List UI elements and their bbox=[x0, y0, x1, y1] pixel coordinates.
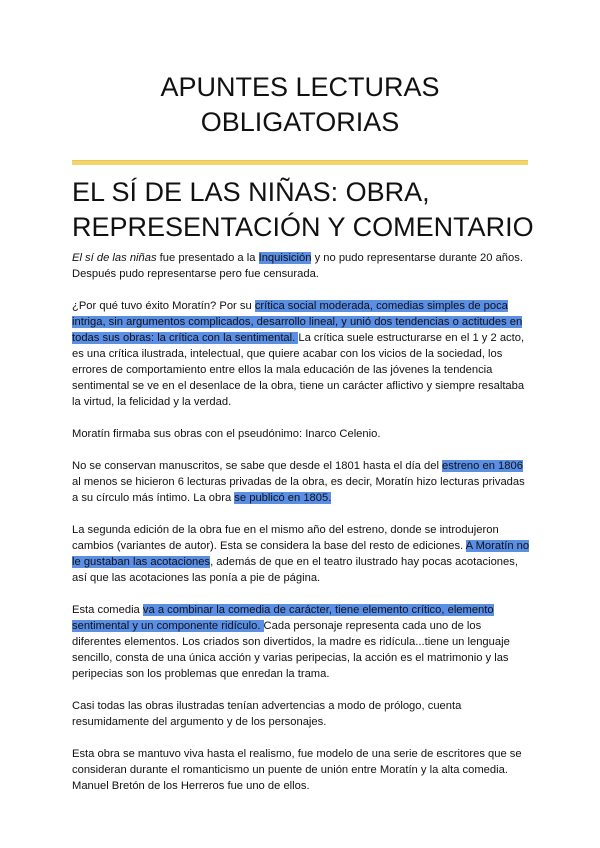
text-run: Cada personaje representa cada uno de los diferentes elementos. Los criados son divertidos, la madre es ridícula...tiene un lenguaje sencillo, consta de una única acción y varias peripecias, la acción es el matrimonio y las peripecias son los problemas que enredan la trama. bbox=[72, 620, 510, 680]
title-line-2: OBLIGATORIAS bbox=[200, 107, 400, 137]
text-run: al menos se hicieron 6 lecturas privadas de la obra, es decir, Moratín hizo lecturas privadas a su círculo más íntimo. La obra bbox=[72, 476, 525, 504]
section-heading bbox=[72, 175, 542, 245]
text-run: , además de que en el teatro ilustrado hay pocas acotaciones, así que las acotaciones las ponía a pie de página. bbox=[72, 556, 518, 584]
paragraph-5 bbox=[72, 522, 532, 586]
paragraph-2 bbox=[72, 298, 532, 410]
text-run: La crítica suele estructurarse en el 1 y 2 acto, es una crítica ilustrada, intelectual, que quiere acabar con los vicios de la sociedad, los errores de comportamiento entre ellos la mala educación de las jóvenes la tendencia sentimental se ve en el desenlace de la obra, tiene un carácter aflictivo y siempre resaltaba la virtud, la felicidad y la verdad. bbox=[72, 332, 525, 408]
title-divider bbox=[72, 160, 528, 165]
highlight: A Moratín no le gustaban las acotaciones bbox=[72, 540, 530, 568]
title-line-1: APUNTES LECTURAS bbox=[160, 72, 440, 102]
paragraph-6 bbox=[72, 602, 532, 682]
text-run: La segunda edición de la obra fue en el mismo año del estreno, donde se introdujeron cambios (variantes de autor). Esta se considera la base del resto de ediciones. bbox=[72, 524, 499, 552]
document-title bbox=[0, 70, 600, 140]
heading-line-1: EL SÍ DE LAS NIÑAS: OBRA, bbox=[72, 177, 430, 207]
highlight: se publicó en 1805. bbox=[234, 492, 332, 504]
text-run: No se conservan manuscritos, se sabe que desde el 1801 hasta el día del bbox=[72, 460, 443, 472]
text-run: y no pudo representarse durante 20 años. Después pudo representarse pero fue censurada. bbox=[72, 252, 523, 280]
highlight: estreno en 1806 bbox=[442, 460, 523, 472]
paragraph-3: Moratín firmaba sus obras con el pseudónimo: Inarco Celenio. bbox=[72, 428, 381, 440]
paragraph-7: Casi todas las obras ilustradas tenían advertencias a modo de prólogo, cuenta resumidamente del argumento y de los personajes. bbox=[72, 700, 462, 728]
highlight: Inquisición bbox=[258, 252, 312, 264]
highlight: crítica social moderada, comedias simples de poca intriga, sin argumentos complicados, desarrollo lineal, y unió dos tendencias o actitudes en todas sus obras: la crítica con la sentimental. bbox=[72, 300, 523, 344]
highlight: va a combinar la comedia de carácter, tiene elemento crítico, elemento sentimental y un componente ridículo. bbox=[72, 604, 494, 632]
heading-line-2: REPRESENTACIÓN Y COMENTARIO bbox=[72, 212, 534, 242]
paragraph-4 bbox=[72, 458, 532, 506]
text-run: fue presentado a la bbox=[156, 252, 259, 264]
work-title: El sí de las niñas bbox=[72, 252, 157, 264]
document-body bbox=[72, 250, 532, 810]
text-run: Esta comedia bbox=[72, 604, 143, 616]
paragraph-8: Esta obra se mantuvo viva hasta el realismo, fue modelo de una serie de escritores que se consideran durante el romanticismo un puente de unión entre Moratín y la alta comedia. Manuel Bretón de los Herreros fue uno de ellos. bbox=[72, 748, 522, 792]
paragraph-1 bbox=[72, 250, 532, 282]
text-run: ¿Por qué tuvo éxito Moratín? Por su bbox=[72, 300, 255, 312]
